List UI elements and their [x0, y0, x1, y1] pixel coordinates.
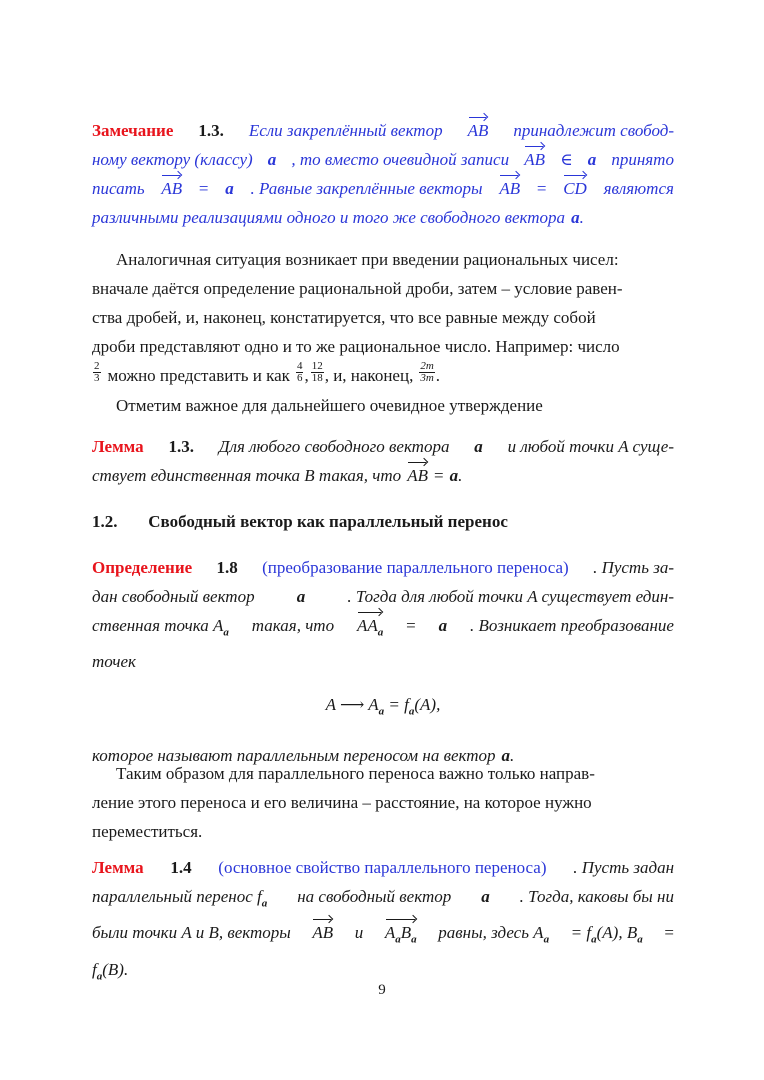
text: (A), B: [596, 923, 638, 943]
text: .: [435, 366, 441, 385]
lemma-title: (основное свойство параллельного переноса): [218, 858, 547, 877]
text: можно представить и как: [107, 366, 290, 385]
text: писать: [92, 179, 145, 198]
text: дан свободный вектор: [92, 587, 255, 606]
remark-label: Замечание: [92, 121, 174, 140]
remark-line-3: [92, 174, 674, 203]
numerator: 4: [296, 360, 303, 372]
symbol-eq: =: [536, 179, 547, 198]
lemma-label: Лемма: [92, 437, 144, 456]
symbol-eq: =: [433, 466, 444, 485]
paragraph-rational: [92, 245, 674, 420]
text: .: [579, 208, 584, 227]
text: точек: [92, 652, 136, 672]
para1-line-4: [92, 332, 674, 361]
symbol-eq: =: [406, 616, 416, 635]
section-number: 1.2.: [92, 512, 118, 531]
denominator: 6: [296, 372, 303, 384]
lemma-1-4: [92, 853, 674, 991]
remark-line-2: [92, 145, 674, 174]
text: которое называют параллельным переносом на вектор: [92, 745, 496, 765]
text: , то вместо очевидной записи: [291, 150, 510, 169]
symbol-eq: =: [664, 923, 674, 943]
text: принадлежит свобод-: [513, 121, 674, 140]
remark-number: 1.3.: [198, 121, 224, 140]
text: ление этого переноса и его величина – расстояние, на которое нужно: [92, 793, 592, 812]
lemma14-line-3: [92, 918, 674, 954]
symbol-in: ∈: [560, 150, 573, 169]
text: AA: [356, 616, 378, 635]
vector-ab: AB: [407, 461, 428, 490]
text: . Возникает преобразование: [470, 616, 674, 635]
text: ,: [304, 366, 309, 385]
para1-line-2: [92, 274, 674, 303]
paragraph-translation: [92, 759, 674, 846]
text: переместиться.: [92, 822, 203, 841]
text: такая, что: [251, 616, 335, 635]
vector-a-subscript: a: [377, 626, 384, 639]
vector-a: a: [225, 179, 234, 198]
vector-aa-ba: $A_aB_a$: [385, 918, 417, 954]
numerator: 2: [94, 360, 100, 372]
vector-a: a: [571, 208, 580, 227]
text: = f: [570, 923, 592, 943]
vector-cd: CD: [563, 174, 587, 203]
text: ства дробей, и, наконец, констатируется, что все равные между собой: [92, 308, 596, 327]
vector-ab: AB: [468, 116, 489, 145]
text: (B).: [102, 959, 129, 979]
text: Если закреплённый вектор: [248, 121, 443, 140]
vector-a: a: [267, 150, 277, 169]
vector-a-subscript: a: [223, 626, 229, 639]
text: являются: [603, 179, 674, 198]
text: . Равные закреплённые векторы: [250, 179, 483, 198]
text: , и, наконец,: [324, 366, 414, 385]
text: равны, здесь A: [438, 923, 544, 943]
text: были точки A и B, векторы: [92, 923, 291, 943]
remark-line-1: [92, 116, 674, 145]
remark-line-4: [92, 203, 674, 232]
text: . Пусть задан: [573, 858, 674, 877]
vector-a-subscript: a: [378, 705, 385, 718]
definition-number: 1.8: [216, 558, 238, 577]
text: . Тогда, каковы бы ни: [519, 887, 674, 906]
para2-line: [92, 391, 674, 420]
para1-line-1: [92, 245, 674, 274]
vector-a: a: [474, 437, 483, 456]
vector-a-subscript: a: [261, 897, 268, 910]
lemma-1-3: [92, 432, 674, 490]
page-number: 9: [378, 982, 386, 998]
vector-a-subscript: a: [96, 970, 103, 983]
section-title: Свободный вектор как параллельный перенос: [148, 512, 508, 531]
vector-a-subscript: a: [408, 705, 415, 718]
text: .: [458, 466, 463, 485]
lemma-number: 1.4: [170, 858, 192, 877]
fraction: [93, 361, 101, 391]
vector-ab: AB: [499, 174, 520, 203]
vector-a-subscript: a: [395, 933, 401, 946]
def18-line-4: [92, 647, 674, 676]
symbol-eq: =: [198, 179, 209, 198]
para1-line-5: [92, 361, 674, 391]
vector-a-subscript: a: [637, 933, 643, 946]
def18-line-1: [92, 553, 674, 582]
lemma-label: Лемма: [92, 858, 144, 877]
fraction: [419, 361, 434, 391]
formula: [92, 690, 674, 726]
text: f: [92, 959, 97, 979]
vector-a: a: [449, 466, 459, 485]
denominator: 3: [94, 372, 100, 384]
text: дроби представляют одно и то же рациональное число. Например: число: [92, 337, 620, 356]
para3-line-2: [92, 788, 674, 817]
lemma13-line-2: [92, 461, 674, 490]
vector-ab: AB: [312, 918, 333, 954]
text: ственная точка A: [92, 616, 224, 635]
def18-line-3: [92, 611, 674, 647]
vector-a: a: [481, 887, 490, 906]
denominator: 18: [311, 372, 323, 384]
text: и любой точки A суще-: [507, 437, 674, 456]
text: вначале даётся определение рациональной дроби, затем – условие равен-: [92, 279, 623, 298]
definition-title: (преобразование параллельного переноса): [262, 558, 569, 577]
text: различными реализациями одного и того же свободного вектора: [92, 208, 566, 227]
vector-a-subscript: a: [543, 933, 550, 946]
remark-1-3: [92, 116, 674, 232]
fraction: [296, 361, 304, 391]
definition-label: Определение: [92, 558, 193, 577]
fraction: [311, 361, 324, 391]
vector-a: a: [296, 587, 306, 606]
text: Отметим важное для дальнейшего очевидное утверждение: [116, 396, 543, 415]
numerator: 2m: [420, 360, 434, 372]
text: ствует единственная точка B такая, что: [92, 466, 402, 485]
vector-aaa: [357, 611, 383, 647]
definition-1-8: [92, 553, 674, 770]
text: Для любого свободного вектора: [218, 437, 450, 456]
vector-a: a: [501, 745, 511, 765]
section-heading: [92, 512, 508, 532]
para3-line-1: [92, 759, 674, 788]
vector-ab: AB: [161, 174, 182, 203]
text: принято: [611, 150, 674, 169]
text: на свободный вектор: [297, 887, 452, 906]
para1-line-3: [92, 303, 674, 332]
text: (A),: [414, 695, 441, 715]
text: и: [354, 923, 364, 943]
def18-line-2: [92, 582, 674, 611]
vector-a: a: [587, 150, 597, 169]
numerator: 12: [311, 360, 323, 372]
lemma-number: 1.3.: [168, 437, 194, 456]
vector-ab: AB: [524, 145, 545, 174]
text: . Тогда для любой точки A существует един-: [347, 587, 674, 606]
lemma13-line-1: [92, 432, 674, 461]
text: Аналогичная ситуация возникает при введении рациональных чисел:: [116, 250, 619, 269]
lemma14-line-2: [92, 882, 674, 918]
text: . Пусть за-: [593, 558, 674, 577]
text: = f: [388, 695, 409, 715]
para3-line-3: [92, 817, 674, 846]
text: .: [510, 745, 515, 765]
denominator: 3m: [420, 372, 434, 384]
text: Таким образом для параллельного переноса важно только направ-: [116, 764, 595, 783]
text: A ⟶ A: [325, 695, 379, 715]
text: параллельный перенос f: [92, 887, 262, 906]
text: ному вектору (классу): [92, 150, 253, 169]
vector-a: a: [438, 616, 448, 635]
vector-a-subscript: a: [411, 933, 417, 946]
lemma14-line-1: [92, 853, 674, 882]
vector-a-subscript: a: [591, 933, 597, 946]
